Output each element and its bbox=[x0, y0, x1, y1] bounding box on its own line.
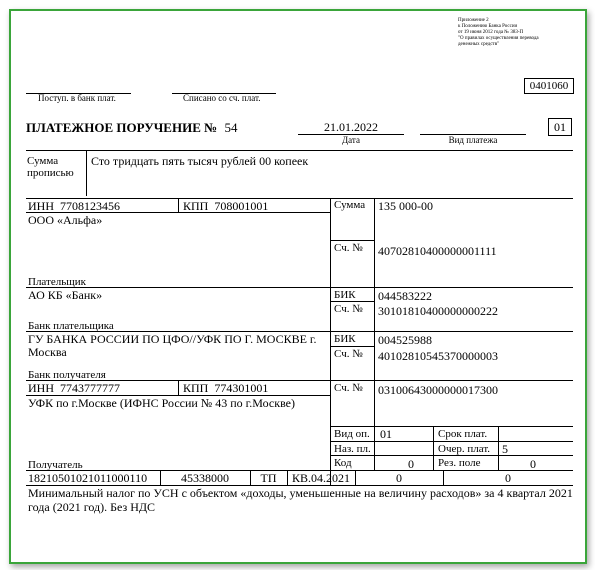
order-number: 54 bbox=[224, 120, 238, 135]
vid-op-value: 01 bbox=[380, 427, 392, 441]
doc-date-value: 0 bbox=[505, 471, 511, 485]
payer-bank-account-label: Сч. № bbox=[334, 303, 363, 315]
recipient-bank-label: Банк получателя bbox=[28, 369, 106, 381]
recipient-account: 03100643000000017300 bbox=[378, 383, 498, 397]
srok-plat-label: Срок плат. bbox=[438, 428, 488, 440]
amount-words-value: Сто тридцать пять тысяч рублей 00 копеек bbox=[91, 154, 309, 168]
period-value: КВ.04.2021 bbox=[291, 471, 350, 485]
ocher-plat-label: Очер. плат. bbox=[438, 443, 491, 455]
payer-account-value: 40702810400000001111 bbox=[378, 244, 497, 258]
summa-label: Сумма bbox=[334, 199, 366, 211]
kbk-value: 18210501021011000110 bbox=[28, 471, 148, 485]
rez-pole-label: Рез. поле bbox=[438, 457, 481, 469]
payer-bik-label: БИК bbox=[334, 289, 356, 301]
recipient-account-label: Сч. № bbox=[334, 382, 363, 394]
recipient-kpp bbox=[183, 381, 268, 396]
payer-bank-bik: 044583222 bbox=[378, 289, 432, 303]
recipient-name: УФК по г.Москве (ИФНС России № 43 по г.Москве) bbox=[28, 396, 295, 410]
order-code: 01 bbox=[548, 118, 572, 136]
payer-bank-name: АО КБ «Банк» bbox=[28, 288, 103, 302]
inn-label: ИНН bbox=[28, 199, 54, 213]
received-label: Поступ. в банк плат. bbox=[38, 93, 116, 103]
recipient-inn bbox=[28, 381, 120, 396]
recipient-bank-name bbox=[28, 333, 317, 359]
recipient-bank-bik: 004525988 bbox=[378, 333, 432, 347]
appendix-note bbox=[458, 18, 539, 48]
grid-divider bbox=[433, 426, 434, 470]
kod-value: 0 bbox=[408, 457, 414, 471]
payer-kpp-value: 708001001 bbox=[214, 199, 269, 213]
payer-bank-account: 30101810400000000222 bbox=[378, 304, 498, 318]
form-code: 0401060 bbox=[524, 78, 574, 94]
appendix-line: от 19 июня 2012 года № 383-П bbox=[458, 30, 524, 35]
payment-purpose-line: года (2021 год). Без НДС bbox=[28, 500, 156, 514]
payer-account-label: Сч. № bbox=[334, 242, 363, 254]
recipient-inn-value: 7743777777 bbox=[60, 381, 120, 395]
payer-name: ООО «Альфа» bbox=[28, 213, 103, 227]
payer-bank-label: Банк плательщика bbox=[28, 320, 114, 332]
recipient-bank-name-line: ГУ БАНКА РОССИИ ПО ЦФО//УФК ПО Г. МОСКВЕ г. bbox=[28, 332, 317, 346]
grid-line bbox=[26, 287, 573, 288]
grid-line bbox=[330, 346, 374, 347]
amount-words-top-line bbox=[26, 150, 573, 151]
date-label: Дата bbox=[342, 135, 360, 145]
oktmo-value: 45338000 bbox=[181, 471, 229, 485]
grid-divider bbox=[178, 380, 179, 395]
appendix-line: к Положению Банка России bbox=[458, 24, 518, 29]
recipient-bik-label: БИК bbox=[334, 333, 356, 345]
payment-type-label: Вид платежа bbox=[448, 135, 498, 145]
appendix-line: "О правилах осуществления перевода bbox=[458, 36, 539, 41]
recipient-bank-account: 40102810545370000003 bbox=[378, 349, 498, 363]
recipient-bank-name-line: Москва bbox=[28, 345, 67, 359]
grid-line bbox=[330, 301, 374, 302]
payment-purpose bbox=[28, 486, 573, 514]
grid-divider bbox=[178, 198, 179, 212]
recipient-bank-account-label: Сч. № bbox=[334, 348, 363, 360]
page-title bbox=[26, 120, 237, 136]
grid-line bbox=[330, 426, 573, 427]
amount-words-label-line: прописью bbox=[27, 167, 74, 179]
rez-pole-value: 0 bbox=[530, 457, 536, 471]
payer-inn bbox=[28, 199, 120, 214]
kpp-label: КПП bbox=[183, 381, 209, 395]
inn-label: ИНН bbox=[28, 381, 54, 395]
recipient-label: Получатель bbox=[28, 459, 83, 471]
payer-inn-value: 7708123456 bbox=[60, 199, 120, 213]
grid-divider bbox=[374, 198, 375, 470]
doc-number-value: 0 bbox=[396, 471, 402, 485]
debited-label: Списано со сч. плат. bbox=[183, 93, 261, 103]
ocher-plat-value: 5 bbox=[502, 442, 508, 456]
amount-words-label bbox=[27, 155, 74, 179]
amount-words-divider bbox=[86, 150, 87, 196]
naz-pl-label: Наз. пл. bbox=[334, 443, 371, 455]
order-date: 21.01.2022 bbox=[324, 120, 378, 134]
amount-words-label-line: Сумма bbox=[27, 155, 59, 167]
title-text: ПЛАТЕЖНОЕ ПОРУЧЕНИЕ № bbox=[26, 120, 218, 135]
grid-divider bbox=[330, 198, 331, 485]
grid-line bbox=[330, 240, 374, 241]
payment-purpose-line: Минимальный налог по УСН с объектом «доходы, уменьшенные на величину расходов» за 4 квартал 2021 bbox=[28, 486, 573, 500]
kod-label: Код bbox=[334, 457, 352, 469]
payer-label: Плательщик bbox=[28, 276, 86, 288]
vid-op-label: Вид оп. bbox=[334, 428, 370, 440]
appendix-line: Приложение 2 bbox=[458, 18, 489, 23]
grid-line bbox=[330, 455, 573, 456]
basis-value: ТП bbox=[260, 471, 277, 485]
grid-divider bbox=[498, 426, 499, 470]
payer-kpp bbox=[183, 199, 268, 214]
grid-line bbox=[330, 441, 573, 442]
kpp-label: КПП bbox=[183, 199, 209, 213]
appendix-line: денежных средств" bbox=[458, 42, 500, 47]
amount-value: 135 000-00 bbox=[378, 199, 433, 213]
recipient-kpp-value: 774301001 bbox=[214, 381, 269, 395]
